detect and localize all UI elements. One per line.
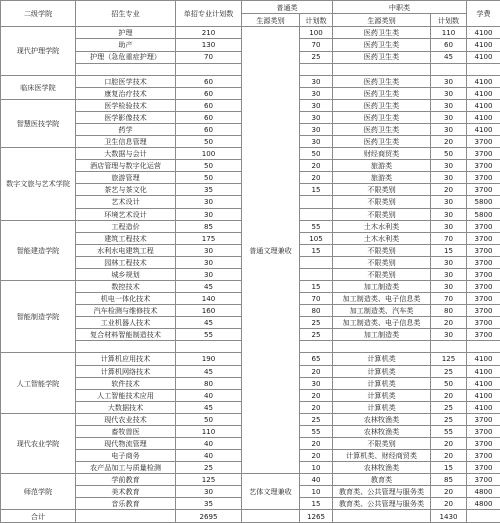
general-plan-count: 10	[300, 462, 333, 474]
general-plan-count: 20	[300, 365, 333, 377]
major-name: 城乡规划	[76, 268, 176, 280]
general-plan-count: 70	[300, 39, 333, 51]
general-plan-count: 100	[300, 27, 333, 39]
vocational-source-type: 医药卫生类	[333, 27, 431, 39]
major-name: 畜牧兽医	[76, 425, 176, 437]
plan-total	[176, 341, 242, 353]
plan-total: 190	[176, 353, 242, 365]
vocational-source-type: 计算机类、财经商贸类	[333, 450, 431, 462]
general-plan-count: 50	[300, 148, 333, 160]
general-plan-count: 20	[300, 160, 333, 172]
total-plan: 2695	[176, 510, 242, 523]
table-row	[1, 27, 500, 39]
vocational-source-type: 医药卫生类	[333, 136, 431, 148]
general-plan-count: 40	[300, 474, 333, 486]
major-name: 软件技术	[76, 377, 176, 389]
vocational-source-type: 土木水利类	[333, 232, 431, 244]
tuition-fee: 4100	[467, 75, 500, 87]
tuition-fee: 3700	[467, 160, 500, 172]
vocational-plan-count: 20	[431, 498, 467, 510]
header-general-source: 生源类别	[242, 14, 300, 27]
major-name: 康复治疗技术	[76, 87, 176, 99]
plan-total: 35	[176, 184, 242, 196]
general-plan-count: 10	[300, 486, 333, 498]
plan-total: 30	[176, 196, 242, 208]
college-name: 现代护理学院	[1, 27, 76, 75]
vocational-source-type: 教育类、公共管理与服务类	[333, 498, 431, 510]
vocational-source-type: 不限类别	[333, 196, 431, 208]
general-plan-count: 20	[300, 450, 333, 462]
total-general: 1265	[300, 510, 333, 523]
plan-total: 40	[176, 438, 242, 450]
major-name: 艺术设计	[76, 196, 176, 208]
vocational-source-type: 不限类别	[333, 256, 431, 268]
plan-total: 30	[176, 208, 242, 220]
plan-total: 30	[176, 268, 242, 280]
general-plan-count: 15	[300, 498, 333, 510]
general-plan-count	[300, 341, 333, 353]
tuition-fee: 4800	[467, 486, 500, 498]
vocational-source-type: 加工制造类、电子信息类	[333, 293, 431, 305]
plan-total: 110	[176, 425, 242, 437]
general-plan-count: 15	[300, 280, 333, 292]
plan-total: 70	[176, 51, 242, 63]
major-name: 卫生信息管理	[76, 136, 176, 148]
general-plan-count: 25	[300, 413, 333, 425]
tuition-fee: 4100	[467, 51, 500, 63]
plan-total: 35	[176, 498, 242, 510]
vocational-source-type: 计算机类	[333, 401, 431, 413]
general-plan-count: 20	[300, 389, 333, 401]
major-name: 学前教育	[76, 474, 176, 486]
vocational-plan-count: 25	[431, 401, 467, 413]
general-plan-count: 30	[300, 87, 333, 99]
general-plan-count: 30	[300, 99, 333, 111]
total-blank	[333, 510, 431, 523]
tuition-fee: 3700	[467, 462, 500, 474]
vocational-source-type: 旅游类	[333, 172, 431, 184]
major-name: 农产品加工与质量检测	[76, 462, 176, 474]
vocational-source-type: 不限类别	[333, 244, 431, 256]
vocational-source-type: 土木水利类	[333, 220, 431, 232]
vocational-source-type: 不限类别	[333, 208, 431, 220]
vocational-plan-count: 20	[431, 389, 467, 401]
general-plan-count	[300, 63, 333, 75]
vocational-source-type: 教育类	[333, 474, 431, 486]
general-plan-count: 30	[300, 75, 333, 87]
general-plan-count	[300, 268, 333, 280]
tuition-fee: 3700	[467, 413, 500, 425]
header-vocational-source: 生源类别	[333, 14, 431, 27]
major-name: 现代物流管理	[76, 438, 176, 450]
vocational-source-type: 计算机类	[333, 353, 431, 365]
general-plan-count: 30	[300, 123, 333, 135]
major-name	[76, 63, 176, 75]
vocational-plan-count: 20	[431, 486, 467, 498]
vocational-source-type: 医药卫生类	[333, 51, 431, 63]
plan-total: 30	[176, 256, 242, 268]
vocational-source-type: 旅游类	[333, 160, 431, 172]
vocational-plan-count: 55	[431, 425, 467, 437]
general-plan-count: 30	[300, 377, 333, 389]
plan-total: 80	[176, 377, 242, 389]
major-name: 水利水电建筑工程	[76, 244, 176, 256]
vocational-source-type: 不限类别	[333, 268, 431, 280]
vocational-plan-count: 70	[431, 232, 467, 244]
vocational-plan-count: 30	[431, 329, 467, 341]
vocational-source-type: 计算机类	[333, 389, 431, 401]
plan-total: 60	[176, 75, 242, 87]
total-vocational: 1430	[431, 510, 467, 523]
vocational-source-type: 加工制造类	[333, 280, 431, 292]
vocational-source-type: 医药卫生类	[333, 75, 431, 87]
major-name: 医学影像技术	[76, 111, 176, 123]
plan-total: 210	[176, 27, 242, 39]
major-name: 医学检验技术	[76, 99, 176, 111]
major-name: 人工智能技术应用	[76, 389, 176, 401]
vocational-source-type: 计算机类	[333, 377, 431, 389]
plan-total: 50	[176, 136, 242, 148]
major-name: 环境艺术设计	[76, 208, 176, 220]
general-plan-count: 15	[300, 244, 333, 256]
general-plan-count	[300, 208, 333, 220]
vocational-source-type: 不限类别	[333, 438, 431, 450]
tuition-fee: 3700	[467, 329, 500, 341]
vocational-plan-count: 70	[431, 293, 467, 305]
tuition-fee: 4100	[467, 99, 500, 111]
vocational-plan-count	[431, 341, 467, 353]
major-name: 工业机器人技术	[76, 317, 176, 329]
vocational-plan-count: 25	[431, 365, 467, 377]
vocational-source-type: 农林牧渔类	[333, 462, 431, 474]
tuition-fee	[467, 63, 500, 75]
college-name: 智慧医技学院	[1, 99, 76, 147]
general-plan-count: 30	[300, 136, 333, 148]
college-name: 智能建造学院	[1, 220, 76, 280]
major-name: 机电一体化技术	[76, 293, 176, 305]
vocational-plan-count: 15	[431, 462, 467, 474]
vocational-source-type: 医药卫生类	[333, 99, 431, 111]
major-name: 现代农业技术	[76, 413, 176, 425]
major-name: 计算机网络技术	[76, 365, 176, 377]
tuition-fee: 3700	[467, 438, 500, 450]
tuition-fee: 4100	[467, 353, 500, 365]
tuition-fee: 3700	[467, 293, 500, 305]
vocational-plan-count: 50	[431, 148, 467, 160]
plan-total: 45	[176, 280, 242, 292]
plan-total: 30	[176, 486, 242, 498]
plan-total: 130	[176, 39, 242, 51]
tuition-fee: 4100	[467, 87, 500, 99]
plan-total: 60	[176, 123, 242, 135]
general-plan-count: 20	[300, 438, 333, 450]
tuition-fee: 4100	[467, 27, 500, 39]
tuition-fee: 4100	[467, 365, 500, 377]
major-name: 美术教育	[76, 486, 176, 498]
vocational-source-type: 不限类别	[333, 184, 431, 196]
major-name: 口腔医学技术	[76, 75, 176, 87]
general-plan-count: 70	[300, 293, 333, 305]
plan-total: 85	[176, 220, 242, 232]
tuition-fee: 4100	[467, 123, 500, 135]
major-name: 茶艺与茶文化	[76, 184, 176, 196]
plan-total: 30	[176, 244, 242, 256]
total-row	[1, 510, 500, 523]
tuition-fee: 4100	[467, 401, 500, 413]
general-plan-count: 25	[300, 329, 333, 341]
vocational-source-type: 医药卫生类	[333, 39, 431, 51]
tuition-fee: 4100	[467, 111, 500, 123]
vocational-source-type: 加工制造类	[333, 329, 431, 341]
vocational-plan-count: 30	[431, 268, 467, 280]
tuition-fee: 5800	[467, 196, 500, 208]
general-plan-count: 20	[300, 401, 333, 413]
total-label: 合计	[1, 510, 76, 523]
tuition-fee: 3700	[467, 305, 500, 317]
tuition-fee: 3700	[467, 136, 500, 148]
general-plan-count: 105	[300, 232, 333, 244]
plan-total: 160	[176, 305, 242, 317]
major-name: 汽车检测与维修技术	[76, 305, 176, 317]
header-tuition: 学费	[467, 1, 500, 27]
tuition-fee: 4100	[467, 39, 500, 51]
major-name: 护理（急危重症护理）	[76, 51, 176, 63]
tuition-fee: 3700	[467, 232, 500, 244]
major-name: 数控技术	[76, 280, 176, 292]
college-name: 数字文旅与艺术学院	[1, 148, 76, 220]
plan-total: 50	[176, 413, 242, 425]
header-major: 招生专业	[76, 1, 176, 27]
college-name: 师范学院	[1, 474, 76, 510]
general-plan-count: 55	[300, 220, 333, 232]
general-source-type: 艺体文理兼收	[242, 474, 300, 510]
college-name: 智能制造学院	[1, 280, 76, 352]
general-plan-count: 25	[300, 51, 333, 63]
vocational-source-type: 医药卫生类	[333, 111, 431, 123]
vocational-plan-count: 30	[431, 75, 467, 87]
tuition-fee: 3700	[467, 450, 500, 462]
vocational-source-type: 财经商贸类	[333, 148, 431, 160]
vocational-plan-count: 30	[431, 220, 467, 232]
vocational-source-type: 教育类、公共管理与服务类	[333, 486, 431, 498]
tuition-fee: 3700	[467, 280, 500, 292]
major-name: 酒店管理与数字化运营	[76, 160, 176, 172]
vocational-plan-count: 30	[431, 99, 467, 111]
vocational-plan-count: 30	[431, 256, 467, 268]
vocational-plan-count: 20	[431, 450, 467, 462]
general-plan-count: 20	[300, 172, 333, 184]
college-name: 现代农业学院	[1, 413, 76, 473]
tuition-fee: 3700	[467, 184, 500, 196]
plan-total: 60	[176, 87, 242, 99]
vocational-source-type: 农林牧渔类	[333, 425, 431, 437]
vocational-plan-count: 25	[431, 413, 467, 425]
vocational-source-type	[333, 341, 431, 353]
header-general: 普通类	[242, 1, 333, 14]
college-name: 人工智能学院	[1, 353, 76, 413]
header-vocational: 中职类	[333, 1, 467, 14]
college-name: 临床医学院	[1, 75, 76, 99]
major-name: 助产	[76, 39, 176, 51]
plan-total: 40	[176, 450, 242, 462]
general-plan-count	[300, 256, 333, 268]
vocational-plan-count: 30	[431, 87, 467, 99]
vocational-plan-count: 30	[431, 123, 467, 135]
vocational-plan-count: 85	[431, 474, 467, 486]
general-source-type: 普通文理兼收	[242, 27, 300, 474]
tuition-fee	[467, 341, 500, 353]
major-name: 复合材料智能制造技术	[76, 329, 176, 341]
plan-total	[176, 63, 242, 75]
tuition-fee: 4100	[467, 389, 500, 401]
major-name: 大数据技术	[76, 401, 176, 413]
tuition-fee: 3700	[467, 425, 500, 437]
vocational-plan-count: 20	[431, 317, 467, 329]
vocational-plan-count: 125	[431, 353, 467, 365]
major-name: 药学	[76, 123, 176, 135]
vocational-source-type: 农林牧渔类	[333, 413, 431, 425]
total-blank	[467, 510, 500, 523]
tuition-fee: 3700	[467, 474, 500, 486]
major-name: 护理	[76, 27, 176, 39]
vocational-plan-count: 20	[431, 184, 467, 196]
vocational-source-type: 加工制造类、电子信息类	[333, 317, 431, 329]
vocational-plan-count: 30	[431, 172, 467, 184]
tuition-fee: 4100	[467, 377, 500, 389]
general-plan-count	[300, 196, 333, 208]
plan-total: 45	[176, 401, 242, 413]
plan-total: 140	[176, 293, 242, 305]
vocational-plan-count: 20	[431, 438, 467, 450]
vocational-plan-count: 45	[431, 51, 467, 63]
major-name: 大数据与会计	[76, 148, 176, 160]
tuition-fee: 4800	[467, 498, 500, 510]
vocational-plan-count: 30	[431, 280, 467, 292]
vocational-source-type: 加工制造类、汽车类	[333, 305, 431, 317]
major-name: 音乐教育	[76, 498, 176, 510]
vocational-source-type: 计算机类	[333, 365, 431, 377]
major-name: 园林工程技术	[76, 256, 176, 268]
header-vocational-count: 计划数	[431, 14, 467, 27]
major-name: 计算机应用技术	[76, 353, 176, 365]
plan-total: 55	[176, 329, 242, 341]
table-row	[1, 474, 500, 486]
vocational-plan-count: 110	[431, 27, 467, 39]
tuition-fee: 3700	[467, 244, 500, 256]
tuition-fee: 5800	[467, 208, 500, 220]
tuition-fee: 3700	[467, 317, 500, 329]
tuition-fee: 3700	[467, 268, 500, 280]
vocational-plan-count	[431, 63, 467, 75]
header-row-1	[1, 1, 500, 14]
major-name: 建筑工程技术	[76, 232, 176, 244]
header-college: 二级学院	[1, 1, 76, 27]
plan-total: 50	[176, 160, 242, 172]
vocational-plan-count: 30	[431, 196, 467, 208]
major-name: 工程造价	[76, 220, 176, 232]
plan-total: 50	[176, 172, 242, 184]
vocational-plan-count: 15	[431, 244, 467, 256]
general-plan-count: 80	[300, 305, 333, 317]
tuition-fee: 3700	[467, 220, 500, 232]
vocational-plan-count: 30	[431, 208, 467, 220]
tuition-fee: 3700	[467, 172, 500, 184]
vocational-plan-count: 60	[431, 39, 467, 51]
tuition-fee: 3700	[467, 148, 500, 160]
vocational-plan-count: 50	[431, 377, 467, 389]
plan-total: 125	[176, 474, 242, 486]
total-blank	[76, 510, 176, 523]
vocational-source-type	[333, 63, 431, 75]
vocational-source-type: 医药卫生类	[333, 87, 431, 99]
vocational-plan-count: 30	[431, 111, 467, 123]
general-plan-count: 30	[300, 111, 333, 123]
general-plan-count: 15	[300, 184, 333, 196]
header-plan: 单招专业计划数	[176, 1, 242, 27]
vocational-plan-count: 20	[431, 136, 467, 148]
major-name: 电子商务	[76, 450, 176, 462]
plan-total: 25	[176, 462, 242, 474]
plan-total: 175	[176, 232, 242, 244]
plan-total: 60	[176, 111, 242, 123]
plan-total: 45	[176, 365, 242, 377]
vocational-source-type: 医药卫生类	[333, 123, 431, 135]
general-plan-count: 65	[300, 353, 333, 365]
vocational-plan-count: 80	[431, 305, 467, 317]
total-blank	[242, 510, 300, 523]
major-name: 旅游管理	[76, 172, 176, 184]
header-general-count: 计划数	[300, 14, 333, 27]
vocational-plan-count: 30	[431, 160, 467, 172]
plan-total: 60	[176, 99, 242, 111]
tuition-fee: 3700	[467, 256, 500, 268]
plan-total: 100	[176, 148, 242, 160]
general-plan-count: 25	[300, 317, 333, 329]
plan-total: 40	[176, 389, 242, 401]
major-name	[76, 341, 176, 353]
general-plan-count: 55	[300, 425, 333, 437]
plan-total: 45	[176, 317, 242, 329]
